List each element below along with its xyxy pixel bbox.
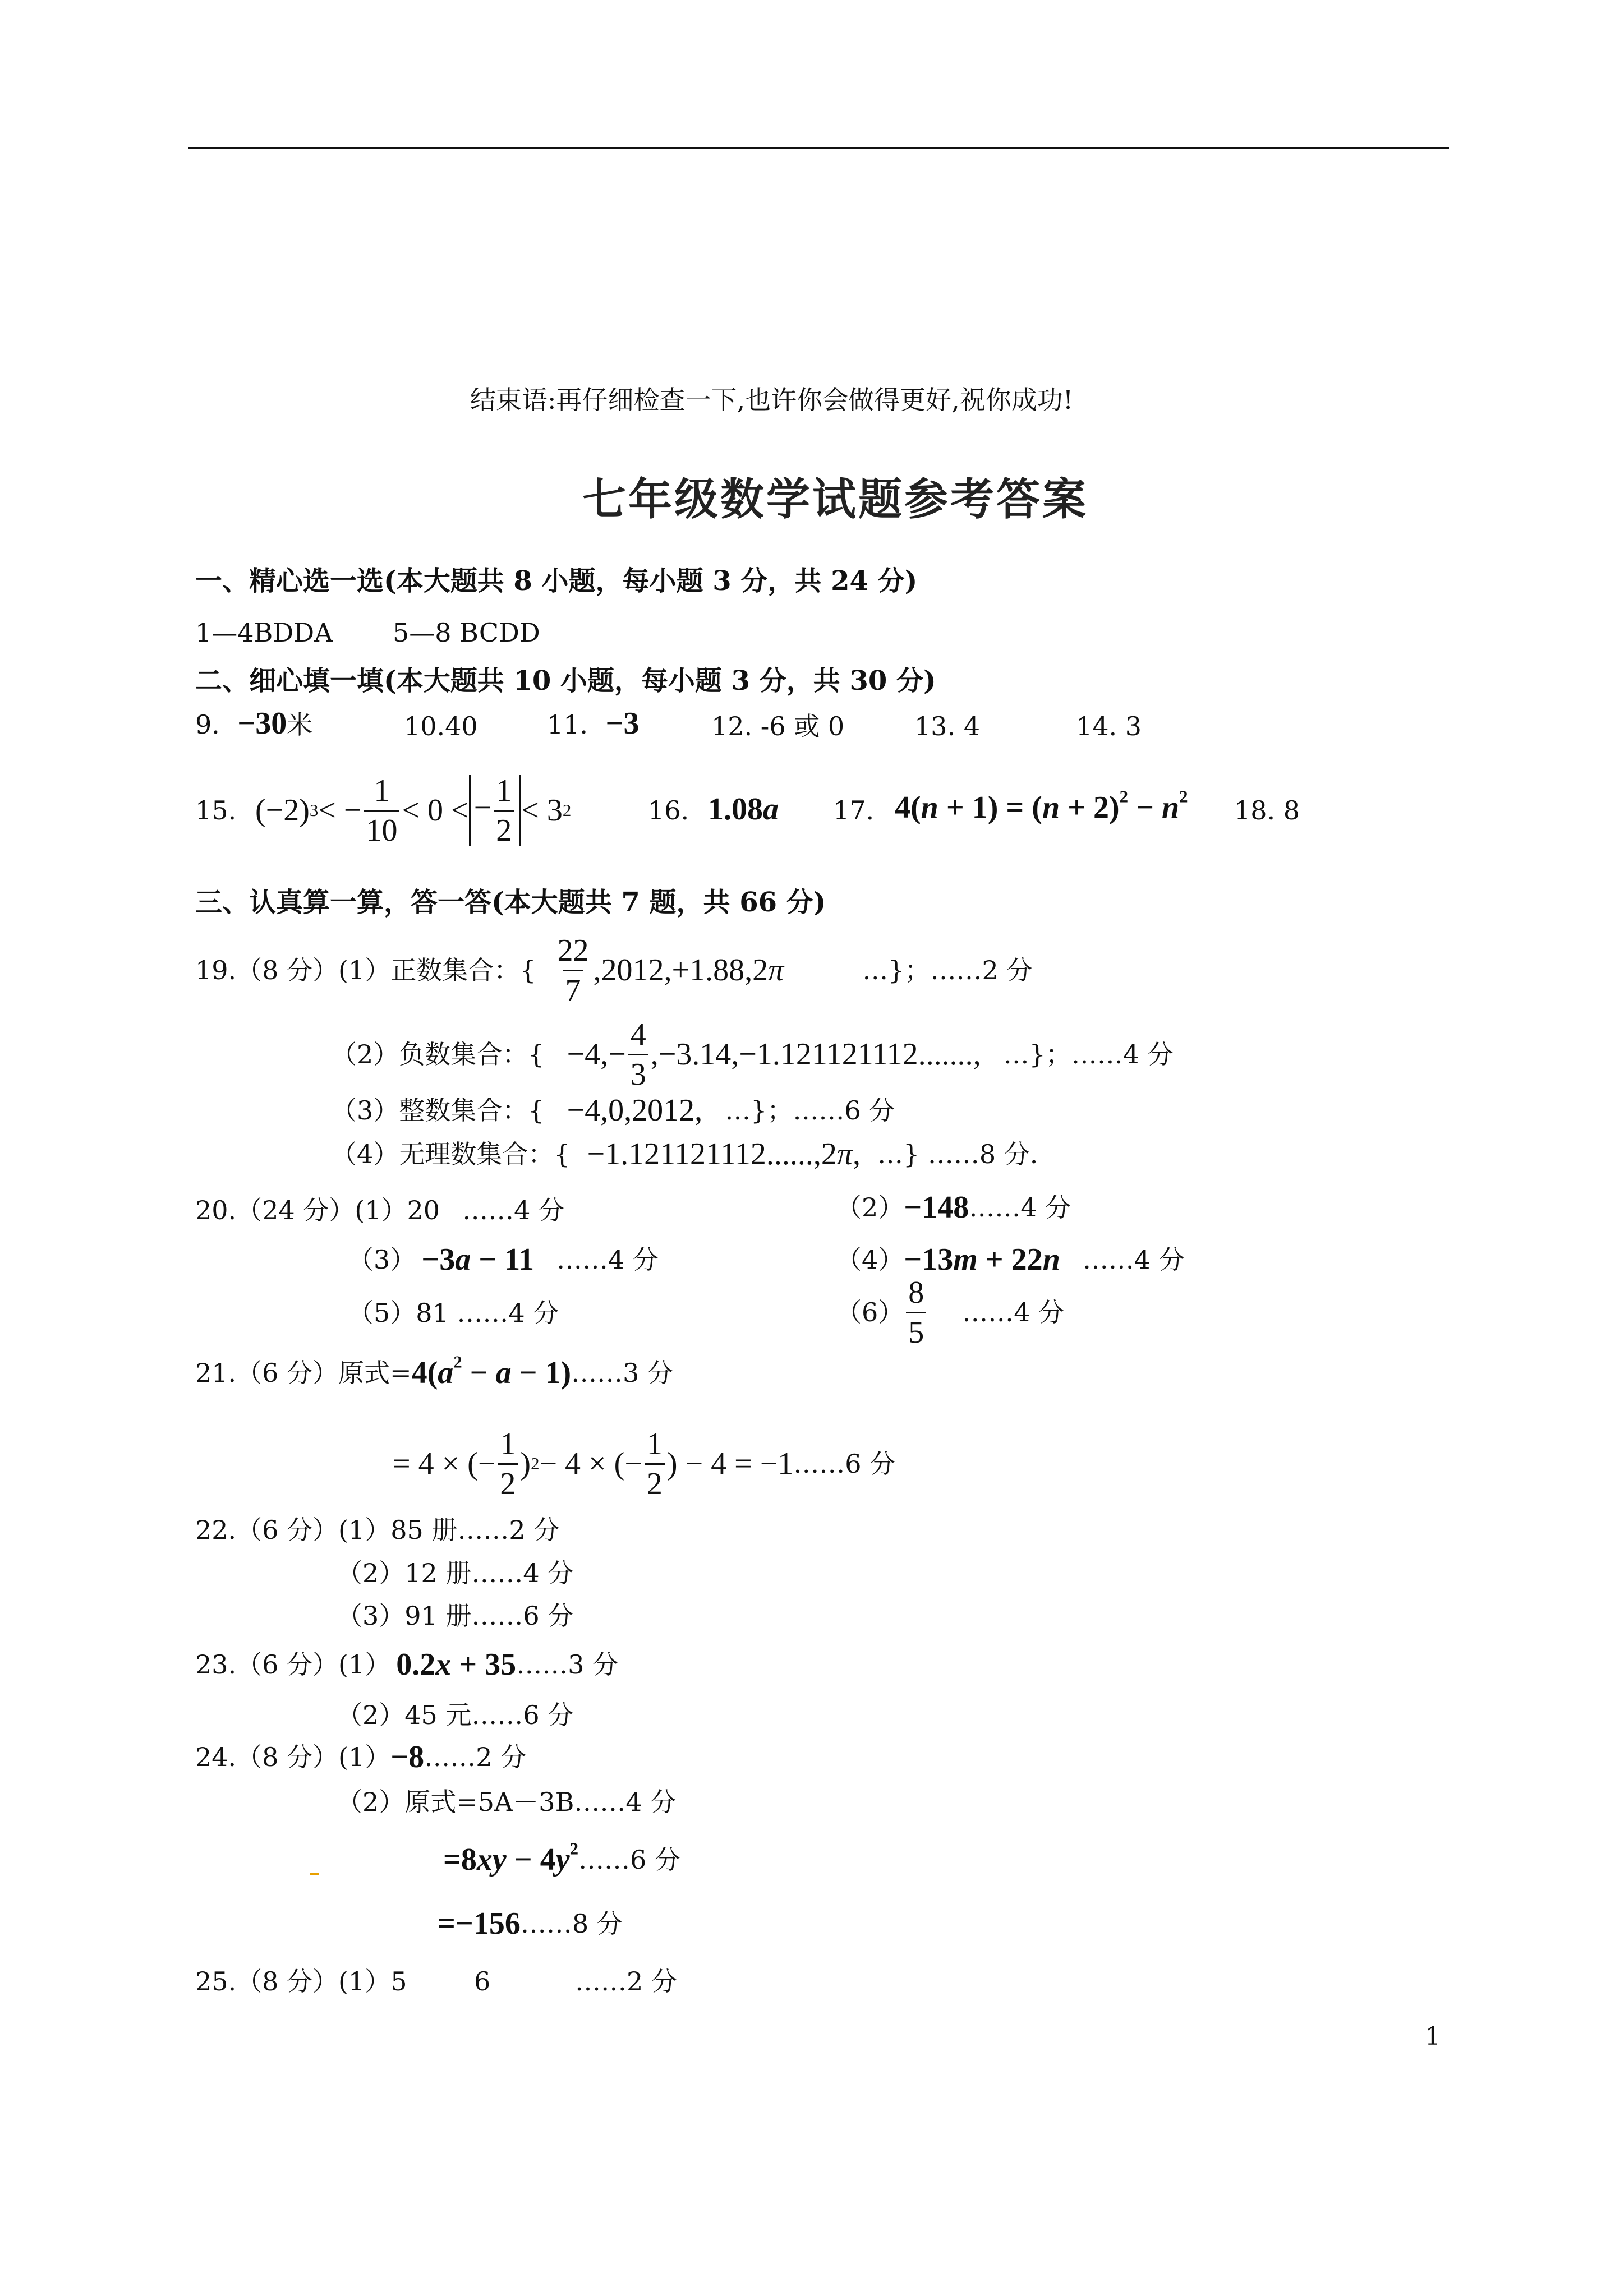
q15-base: (−2) (255, 793, 310, 828)
q19-part-2: （2）负数集合：{ −4,− $\frac{4}{3}$ ,−3.14,−1.121121112......., …}；……4 分 (331, 1017, 1174, 1092)
q9-unit: 米 (287, 709, 313, 740)
q21-line-1: 21.（6 分）原式= $4(a^2 - a - 1)$ ……3 分 (195, 1352, 674, 1390)
answer-17: $4(n + 1) = (n + 2)^2 - n^2$ (895, 787, 1188, 825)
answer-11 (547, 708, 639, 739)
q15-absolute-value: − $\frac{1}{2}$ (469, 775, 522, 846)
answer-12: 12. -6 或 0 (711, 711, 845, 741)
section-2-heading: 二、细心填一填(本大题共 10 小题，每小题 3 分，共 30 分) (195, 665, 936, 697)
answer-1-4: 1—4BDDA (195, 617, 333, 648)
q9-number: 9． (195, 709, 238, 740)
q15-mid: < 0 < (402, 793, 469, 828)
orange-mark (310, 1873, 319, 1875)
answer-18: 18. 8 (1234, 795, 1300, 826)
q20-part-4: （4） −13m + 22n ……4 分 (836, 1242, 1185, 1277)
answer-5-8: 5—8 BCDD (393, 617, 540, 648)
q19-part-4: （4）无理数集合：{ −1.121121112......,2π, …} ……8 分. (331, 1137, 1038, 1172)
answer-10: 10.40 (404, 711, 478, 741)
q20-part-3: （3） −3a − 11 ……4 分 (348, 1242, 659, 1277)
q23-part-2: （2）45 元……6 分 (337, 1700, 574, 1730)
q25-part-1: 25.（8 分）(1）5 (195, 1966, 407, 1997)
closing-remark: 结束语:再仔细检查一下,也许你会做得更好,祝你成功! (470, 385, 1074, 415)
q11-value: −3 (605, 706, 640, 741)
q21-line-2: = 4 × (− $\frac{1}{2}$ ) 2 − 4 × (− $\frac{1}{2}$ ) − 4 = −1 ……6 分 (393, 1426, 896, 1501)
page-title: 七年级数学试题参考答案 (582, 474, 1089, 525)
section-1-heading: 一、精心选一选(本大题共 8 小题，每小题 3 分，共 24 分) (195, 565, 918, 597)
q20-part-1: 20.（24 分）(1）20 ……4 分 (195, 1195, 564, 1225)
section-3-heading: 三、认真算一算，答一答(本大题共 7 题，共 66 分) (195, 887, 826, 918)
q20-part-2: （2） −148 ……4 分 (836, 1190, 1071, 1225)
q15-fraction-1: $\frac{1}{10}$ (364, 775, 399, 846)
q22-part-2: （2）12 册……4 分 (337, 1558, 574, 1588)
q22-part-3: （3）91 册……6 分 (337, 1601, 574, 1631)
q23-part-1: 23.（6 分）(1） 0.2x + 35 ……3 分 (195, 1647, 619, 1682)
answer-16: 1.08a (708, 792, 779, 827)
q19-part-3: （3）整数集合：{ −4,0,2012, …}；……6 分 (331, 1093, 895, 1128)
q15-number: 15. (195, 795, 237, 826)
q16-number: 16. (648, 795, 689, 826)
q22-part-1: 22.（6 分）(1）85 册……2 分 (195, 1515, 560, 1545)
answer-13: 13. 4 (914, 711, 981, 741)
q25-value-2: 6 (474, 1966, 491, 1997)
header-rule (188, 147, 1449, 149)
q24-line-3: $=8xy - 4y^2$ ……6 分 (443, 1839, 680, 1877)
page-number: 1 (1425, 2022, 1441, 2051)
answer-9 (195, 708, 312, 739)
q17-number: 17. (833, 795, 875, 826)
q20-part-6: （6） $\frac{8}{5}$ ……4 分 (836, 1275, 1065, 1350)
q24-part-1: 24.（8 分）(1） −8 ……2 分 (195, 1740, 527, 1774)
q19-part-1: 19.（8 分）(1）正数集合：{ $\frac{22}{7}$ ,2012,+1.88,2 π …}；……2 分 (195, 933, 1033, 1008)
q11-number: 11． (547, 709, 606, 740)
q25-points: ……2 分 (575, 1966, 677, 1997)
q24-line-4: =−156 ……8 分 (438, 1906, 623, 1941)
answer-14: 14. 3 (1076, 711, 1142, 741)
q15-lt2: < 3 (521, 793, 563, 828)
q9-value: −30 (237, 706, 287, 741)
q20-part-5: （5）81 ……4 分 (348, 1298, 559, 1328)
q15-lt1: < − (318, 793, 362, 828)
q24-part-2: （2）原式=5A－3B……4 分 (337, 1787, 677, 1817)
answer-15-inequality: (−2) 3 < − $\frac{1}{10}$ < 0 < − $\frac{1}{2}$ < 3 2 (255, 773, 572, 848)
